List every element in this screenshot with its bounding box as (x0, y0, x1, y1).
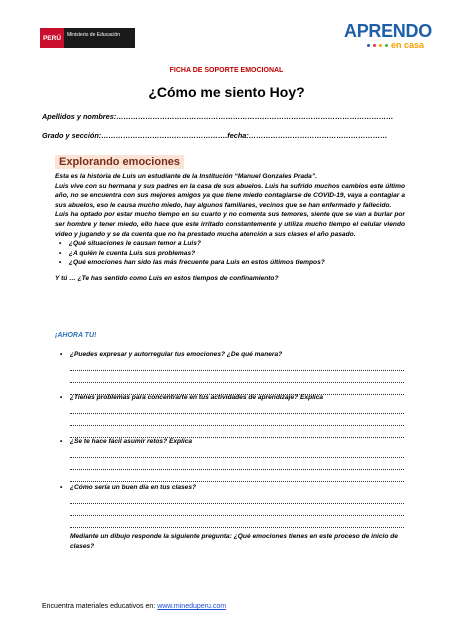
answer-line[interactable] (70, 470, 404, 482)
brand-dot (373, 44, 376, 47)
brand-dots (367, 44, 388, 47)
section-title: Explorando emociones (55, 155, 184, 169)
story-question: • ¿A quién le cuenta Luis sus problemas? (55, 249, 405, 259)
footer-link[interactable]: www.mineduperu.com (157, 603, 227, 610)
peru-label: PERÚ (40, 28, 64, 48)
answer-line[interactable] (70, 359, 404, 371)
prompt-label: • ¿Cómo sería un buen día en tus clases? (58, 483, 408, 492)
prompt-label: • ¿Tienes problemas para concentrarte en tus actividades de aprendizaje? Explica (58, 393, 408, 402)
ficha-heading: FICHA DE SOPORTE EMOCIONAL (169, 67, 284, 74)
answer-line[interactable] (70, 516, 404, 528)
ahora-tu-label: ¡AHORA TU! (55, 332, 97, 339)
footer (42, 603, 226, 610)
closing-instruction: Mediante un dibujo responde la siguiente pregunta: ¿Qué emociones tienes en este proceso de inicio de clases? (70, 533, 398, 550)
brand-dot (367, 44, 370, 47)
tu-question: Y tú … ¿Te has sentido como Luis en estos tiempos de confinamiento? (55, 274, 279, 282)
answer-line[interactable] (70, 458, 404, 470)
prompt-block (58, 483, 408, 528)
brand-dot (385, 44, 388, 47)
answer-line[interactable] (70, 492, 404, 504)
answer-line[interactable] (70, 446, 404, 458)
page-title: ¿Cómo me siento Hoy? (148, 84, 305, 100)
story-questions (55, 239, 405, 268)
answer-line[interactable] (70, 504, 404, 516)
prompt-block (58, 437, 408, 482)
minedu-logo (40, 28, 135, 48)
aprendo-en-casa-logo (344, 21, 432, 50)
story-text (55, 172, 405, 284)
answer-line[interactable] (70, 402, 404, 414)
story-paragraph-1: Luis vive con su hermana y sus padres en la casa de sus abuelos. Luis ha sufrido muchos cambios este último año, no se encuentra con sus mejores amigos ya que tiene miedo contagiarse de COVID-19, vaya a contagiar a sus abuelos, eso le causa mucho miedo, hay algunos familiares, vecinos que se han enfermado y fallecido. (55, 182, 405, 209)
answer-line[interactable] (70, 414, 404, 426)
prompt-label: • ¿Puedes expresar y autorregular tus emociones? ¿De qué manera? (58, 350, 408, 359)
brand-aprendo: APRENDO (344, 21, 432, 41)
story-question: • ¿Qué emociones han sido las más frecuente para Luis en estos últimos tiempos? (55, 258, 405, 268)
story-intro: Esta es la historia de Luis un estudiante de la Institución “Manuel Gonzales Prada”. (55, 173, 317, 180)
brand-encasa: en casa (390, 40, 424, 50)
prompt-block (58, 350, 408, 395)
prompt-block (58, 393, 408, 438)
brand-dot (379, 44, 382, 47)
grade-date-field[interactable]: Grado y sección:…………………………………………….fecha:………………………………………………… (42, 131, 388, 140)
answer-line[interactable] (70, 371, 404, 383)
story-paragraph-2: Luis ha optado por estar mucho tiempo en su cuarto y no comenta sus temores, siente que se van a burlar por ser hombre y tener miedo, ello hace que este irritado constantemente y utiliza mucho tiempo el celular viendo video y jugando y se da cuenta que no ha prestado mucha atención a sus clases el año pasado. (55, 211, 405, 238)
footer-text: Encuentra materiales educativos en: (42, 603, 158, 610)
prompt-label: • ¿Se te hace fácil asumir retos? Explica (58, 437, 408, 446)
ministry-label: Ministerio de Educación (64, 28, 135, 48)
story-question: • ¿Qué situaciones le causan temor a Luis? (55, 239, 405, 249)
names-field[interactable]: Apellidos y nombres:…………………………………………………………………………………………………… (42, 112, 394, 121)
